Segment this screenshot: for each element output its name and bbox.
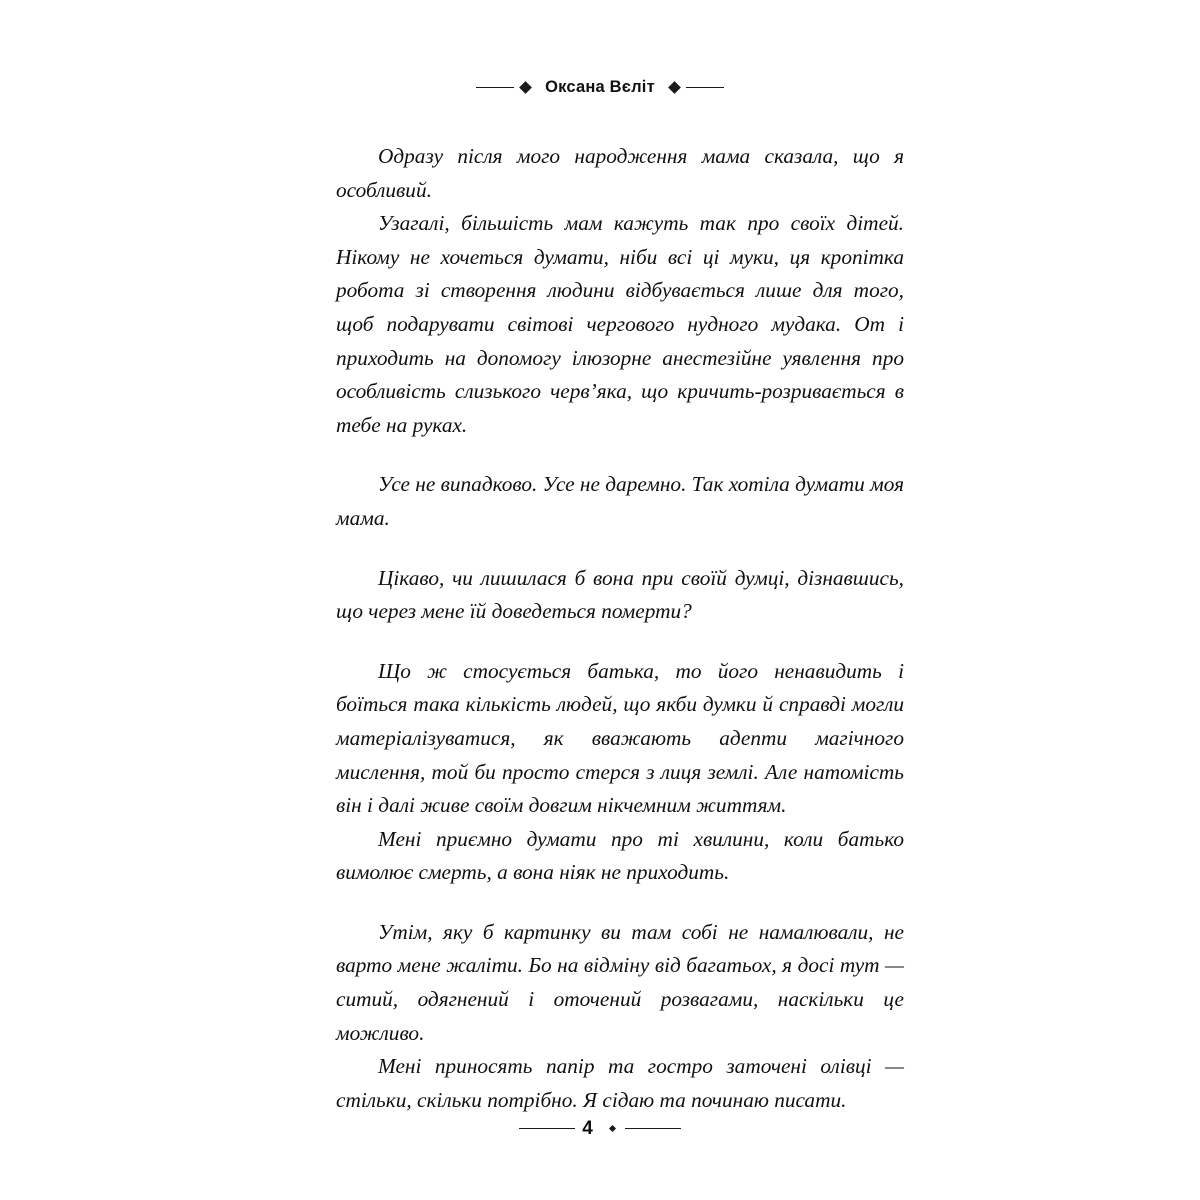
diamond-ornament-icon: [519, 81, 532, 94]
folio: [0, 1119, 1200, 1138]
running-head-author: Оксана Вєліт: [545, 78, 655, 96]
page-number: 4: [582, 1118, 593, 1139]
dot-ornament-icon: [609, 1125, 616, 1132]
paragraph: Узагалі, більшість мам кажуть так про своїх дітей. Нікому не хочеться думати, ніби всі ці муки, ця кропітка робота зі створення людини відбувається лише для того, щоб подарувати світові чергового нудного мудака. От і приходить на допомогу ілюзорне анестезійне уявлення про особливість слизького черв’яка, що кричить-розривається в тебе на руках.: [336, 211, 904, 437]
folio-rule-left: [519, 1128, 575, 1129]
diamond-ornament-icon: [668, 81, 681, 94]
paragraph: Утім, яку б картинку ви там собі не намалювали, не варто мене жаліти. Бо на відміну від багатьох, я досі тут — ситий, одягнений і оточений розвагами, наскільки це можливо.: [336, 919, 904, 1045]
running-head-rule-left: [476, 87, 514, 88]
paragraph: Усе не випадково. Усе не даремно. Так хотіла думати моя мама.: [336, 472, 904, 530]
folio-rule-right: [625, 1128, 681, 1129]
paragraph: Цікаво, чи лишилася б вона при своїй думці, дізнавшись, що через мене їй доведеться померти?: [336, 565, 904, 624]
paragraph: Одразу після мого народження мама сказала, що я особливий.: [336, 144, 904, 202]
running-head: [0, 78, 1200, 97]
paragraph: Мені приносять папір та гостро заточені олівці — стільки, скільки потрібно. Я сідаю та починаю писати.: [336, 1054, 904, 1112]
paragraph: Що ж стосується батька, то його ненавидить і боїться така кількість людей, що якби думки й справді могли матеріалізуватися, як вважають адепти магічного мислення, той би просто стерся з лиця землі. Але натомість він і далі живе своїм довгим нікчемним життям.: [336, 658, 904, 818]
paragraph: Мені приємно думати про ті хвилини, коли батько вимолює смерть, а вона ніяк не приходить.: [336, 826, 904, 885]
body-text: [336, 140, 904, 1117]
running-head-rule-right: [686, 87, 724, 88]
